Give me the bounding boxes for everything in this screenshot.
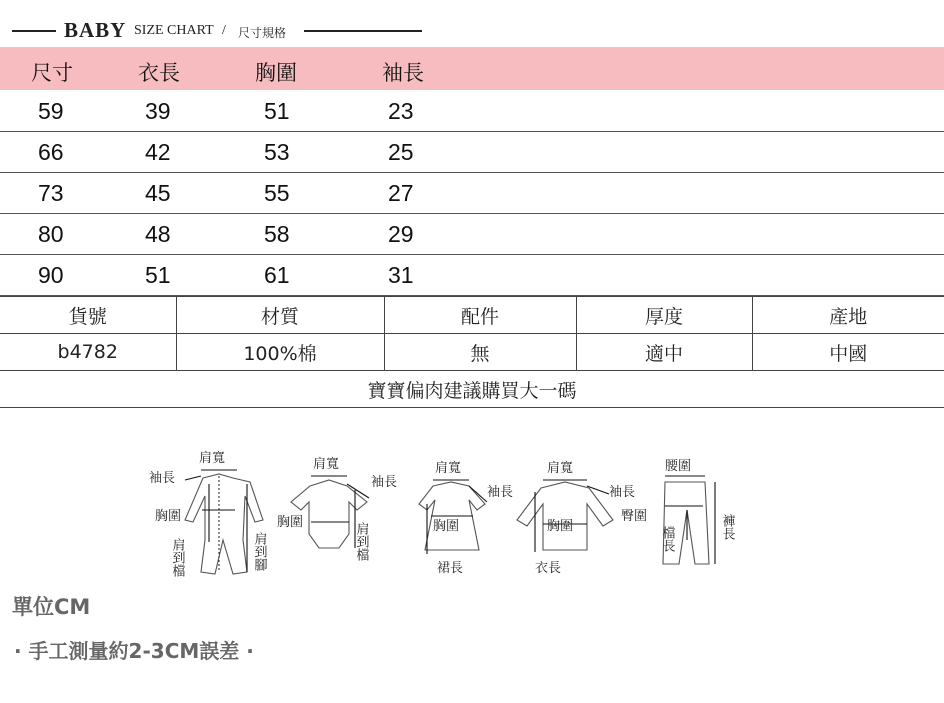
romper-shoulder-foot-label: 肩到腳 — [251, 532, 267, 571]
top-shoulder-label: 肩寬 — [547, 461, 574, 476]
romper-shoulder-crotch-label: 肩到檔 — [169, 538, 185, 577]
table-row — [0, 213, 944, 255]
bodysuit-diagram — [277, 457, 397, 561]
cell-size: 59 — [38, 98, 64, 124]
column-header-length: 衣長 — [138, 61, 180, 85]
bodysuit-shoulder-label: 肩寬 — [313, 457, 340, 472]
pants-diagram — [621, 459, 735, 564]
cell-length: 51 — [145, 262, 171, 288]
column-header-size: 尺寸 — [31, 61, 73, 85]
cell-sleeve: 23 — [388, 98, 414, 124]
cell-length: 39 — [145, 98, 171, 124]
romper-shoulder-label: 肩寬 — [199, 451, 226, 466]
cell-size: 66 — [38, 139, 64, 165]
info-header-material: 材質 — [176, 297, 384, 334]
info-value-accessory: 無 — [384, 334, 576, 371]
dress-chest-label: 胸圍 — [433, 519, 460, 534]
size-chart-header — [12, 18, 422, 44]
table-row — [0, 172, 944, 214]
info-note-row — [0, 371, 944, 408]
info-value-origin: 中國 — [752, 334, 944, 371]
bodysuit-shoulder-crotch-label: 肩到檔 — [353, 522, 369, 561]
product-info-table — [0, 296, 944, 408]
top-chest-label: 胸圍 — [547, 519, 574, 534]
measurement-error-note: · 手工測量約2-3CM誤差 · — [14, 639, 254, 663]
romper-chest-label: 胸圍 — [155, 509, 182, 524]
header-rule-right — [304, 30, 422, 32]
dress-shoulder-label: 肩寬 — [435, 461, 462, 476]
top-sleeve-label: 袖長 — [609, 485, 636, 500]
unit-label: 單位CM — [12, 595, 91, 619]
dress-skirt-length-label: 裙長 — [437, 561, 464, 576]
info-header-item-no: 貨號 — [0, 297, 176, 334]
pants-waist-label: 腰圍 — [665, 459, 692, 474]
column-header-chest: 胸圍 — [255, 61, 297, 85]
pants-hip-label: 臀圍 — [621, 509, 648, 524]
info-header-row — [0, 297, 944, 334]
top-diagram — [517, 461, 635, 576]
brand-title: BABY — [64, 18, 127, 42]
dress-sleeve-label: 袖長 — [487, 485, 514, 500]
info-value-thickness: 適中 — [576, 334, 752, 371]
pants-length-label: 褲長 — [719, 514, 735, 540]
size-table-header — [0, 47, 944, 90]
cell-chest: 53 — [264, 139, 290, 165]
info-header-accessory: 配件 — [384, 297, 576, 334]
bodysuit-sleeve-label: 袖長 — [371, 475, 398, 490]
size-chart-subtitle-cn: 尺寸規格 — [238, 26, 287, 40]
top-length-label: 衣長 — [535, 561, 562, 576]
table-row — [0, 131, 944, 173]
romper-diagram — [149, 451, 267, 577]
cell-sleeve: 29 — [388, 221, 414, 247]
info-value-material: 100%棉 — [176, 334, 384, 371]
header-separator: / — [222, 23, 226, 38]
pants-crotch-label: 檔長 — [659, 526, 675, 552]
measurement-illustrations — [135, 440, 745, 590]
cell-chest: 51 — [264, 98, 290, 124]
column-header-sleeve: 袖長 — [382, 61, 424, 85]
bodysuit-chest-label: 胸圍 — [277, 515, 304, 530]
info-header-thickness: 厚度 — [576, 297, 752, 334]
cell-size: 73 — [38, 180, 64, 206]
cell-sleeve: 25 — [388, 139, 414, 165]
size-chart-subtitle: SIZE CHART — [134, 23, 214, 38]
cell-sleeve: 27 — [388, 180, 414, 206]
romper-sleeve-label: 袖長 — [149, 471, 176, 486]
table-row — [0, 254, 944, 296]
size-advice-note: 寶寶偏肉建議購買大一碼 — [0, 371, 944, 408]
dress-diagram — [419, 461, 513, 576]
info-value-row — [0, 334, 944, 371]
cell-length: 48 — [145, 221, 171, 247]
info-header-origin: 產地 — [752, 297, 944, 334]
cell-length: 42 — [145, 139, 171, 165]
info-value-item-no: b4782 — [0, 334, 176, 371]
table-row — [0, 90, 944, 132]
cell-chest: 58 — [264, 221, 290, 247]
cell-size: 90 — [38, 262, 64, 288]
cell-length: 45 — [145, 180, 171, 206]
cell-chest: 55 — [264, 180, 290, 206]
cell-size: 80 — [38, 221, 64, 247]
cell-sleeve: 31 — [388, 262, 414, 288]
header-rule-left — [12, 30, 56, 32]
cell-chest: 61 — [264, 262, 290, 288]
